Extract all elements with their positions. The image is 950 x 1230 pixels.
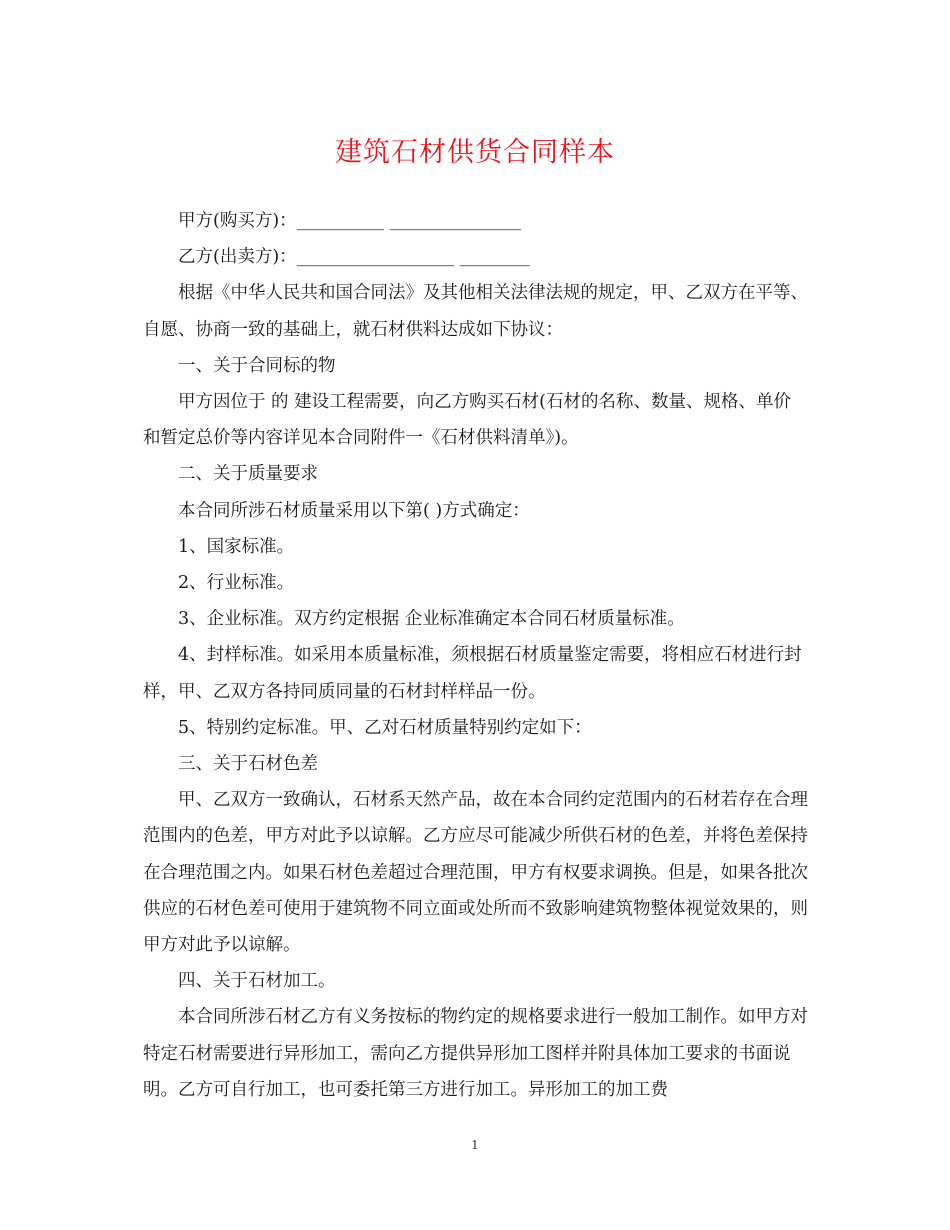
document-title: 建筑石材供货合同样本 (335, 137, 615, 168)
document-body (143, 203, 808, 1108)
section-heading-4: 四、关于石材加工。 (178, 971, 336, 992)
preamble-paragraph: 根据《中华人民共和国合同法》及其他相关法律法规的规定，甲、乙双方在平等、自愿、协商一致的基础上，就石材供料达成如下协议： (143, 283, 808, 340)
section-4-paragraph: 本合同所涉石材乙方有义务按标的物约定的规格要求进行一般加工制作。如甲方对特定石材需要进行异形加工，需向乙方提供异形加工图样并附具体加工要求的书面说明。乙方可自行加工，也可委托第三方进行加工。异形加工的加工费 (143, 1007, 808, 1100)
page-number: 1 (471, 1138, 479, 1152)
list-item-4: 4、封样标准。如采用本质量标准，须根据石材质量鉴定需要，将相应石材进行封样，甲、乙双方各持同质同量的石材封样样品一份。 (143, 645, 802, 702)
list-item-2: 2、行业标准。 (178, 573, 295, 594)
section-2-intro: 本合同所涉石材质量采用以下第( )方式确定： (178, 500, 530, 521)
list-item-3: 3、企业标准。双方约定根据 企业标准确定本合同石材质量标准。 (178, 609, 685, 630)
party-a-line: 甲方(购买方)：__________ _______________ (178, 211, 521, 231)
list-item-1: 1、国家标准。 (178, 536, 295, 557)
section-heading-2: 二、关于质量要求 (178, 464, 318, 485)
section-heading-1: 一、关于合同标的物 (178, 355, 336, 376)
section-3-paragraph: 甲、乙双方一致确认，石材系天然产品，故在本合同约定范围内的石材若存在合理范围内的色差，甲方对此予以谅解。乙方应尽可能减少所供石材的色差，并将色差保持在合理范围之内。如果石材色差超过合理范围，甲方有权要求调换。但是，如果各批次供应的石材色差可使用于建筑物不同立面或处所而不致影响建筑物整体视觉效果的，则甲方对此予以谅解。 (143, 790, 808, 956)
section-1-paragraph: 甲方因位于 的 建设工程需要，向乙方购买石材(石材的名称、数量、规格、单价和暂定总价等内容详见本合同附件一《石材供料清单》)。 (143, 392, 791, 449)
party-b-line: 乙方(出卖方)：__________________ ________ (178, 247, 530, 268)
section-heading-3: 三、关于石材色差 (178, 754, 318, 775)
list-item-5: 5、特别约定标准。甲、乙对石材质量特别约定如下： (178, 717, 592, 738)
